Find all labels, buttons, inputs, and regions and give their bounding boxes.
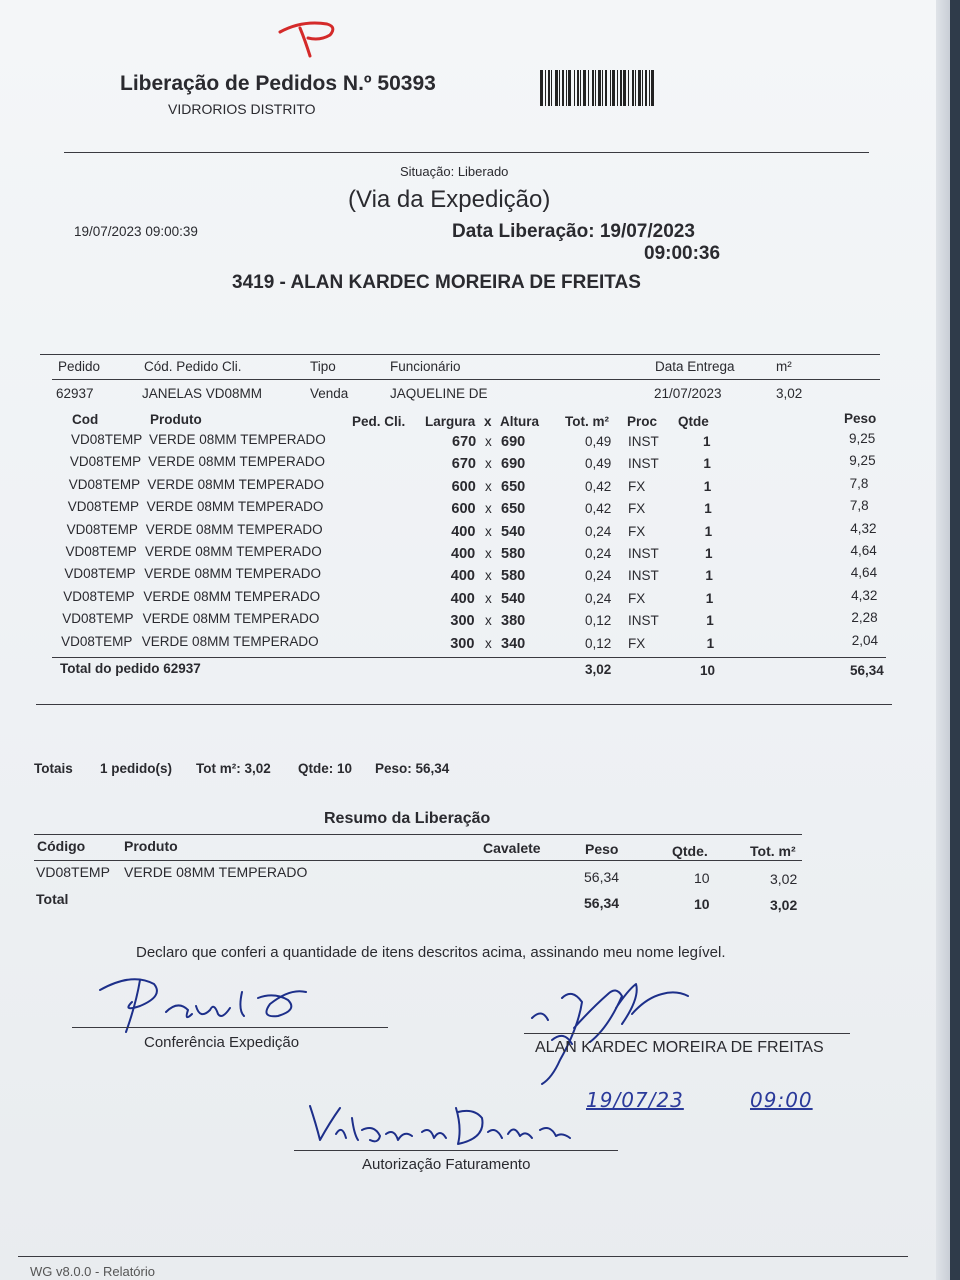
item-peso: 9,25	[849, 431, 876, 446]
order-total-peso: 56,34	[850, 663, 884, 678]
item-largura: 400	[450, 590, 475, 607]
label-cod-pedido-cli: Cód. Pedido Cli.	[144, 359, 242, 374]
col-cod: Cod	[72, 412, 99, 427]
document-title: Liberação de Pedidos N.º 50393	[120, 72, 436, 95]
item-x: x	[485, 590, 492, 606]
resumo-row-qtde: 10	[694, 870, 710, 886]
resumo-col-qtde: Qtde.	[672, 843, 708, 859]
item-peso: 4,32	[851, 587, 878, 603]
totais-peso: Peso: 56,34	[375, 761, 450, 776]
item-tot-m2: 0,24	[585, 523, 612, 539]
item-x: x	[485, 501, 492, 517]
label-tipo: Tipo	[310, 359, 336, 374]
barcode-icon	[540, 70, 682, 106]
item-cod: VD08TEMP	[63, 588, 135, 604]
print-datetime: 19/07/2023 09:00:39	[74, 224, 198, 239]
item-x: x	[485, 613, 492, 629]
resumo-row-codigo: VD08TEMP	[36, 864, 110, 880]
item-qtde: 1	[703, 456, 711, 472]
items-bottom-line	[52, 657, 886, 658]
client-name: 3419 - ALAN KARDEC MOREIRA DE FREITAS	[232, 272, 641, 293]
resumo-col-peso: Peso	[585, 841, 619, 857]
item-cod: VD08TEMP	[61, 633, 133, 649]
liberacao-date: Data Liberação: 19/07/2023	[452, 221, 695, 242]
resumo-row-tot: 3,02	[770, 871, 798, 887]
col-produto: Produto	[150, 412, 202, 427]
item-largura: 670	[452, 434, 477, 450]
handwritten-time: 09:00	[750, 1088, 813, 1112]
item-tot-m2: 0,49	[585, 456, 612, 472]
item-peso: 7,8	[849, 475, 869, 491]
item-tot-m2: 0,42	[585, 501, 612, 517]
item-peso: 9,25	[849, 453, 876, 469]
item-largura: 300	[450, 613, 475, 630]
item-largura: 300	[450, 635, 475, 652]
totais-pedidos: 1 pedido(s)	[100, 761, 173, 776]
item-qtde: 1	[703, 434, 711, 449]
value-pedido: 62937	[56, 386, 94, 401]
col-ped-cli: Ped. Cli.	[352, 414, 406, 429]
item-proc: FX	[628, 635, 646, 651]
item-cod: VD08TEMP	[67, 499, 139, 515]
item-produto: VERDE 08MM TEMPERADO	[146, 499, 324, 515]
item-cod: VD08TEMP	[71, 432, 143, 447]
declaration-text: Declaro que conferi a quantidade de itens descritos acima, assinando meu nome legível.	[136, 944, 726, 961]
item-produto: VERDE 08MM TEMPERADO	[142, 611, 320, 627]
autorizacao-line	[294, 1150, 618, 1151]
item-peso: 2,28	[851, 610, 878, 626]
item-qtde: 1	[706, 613, 714, 629]
resumo-col-produto: Produto	[124, 838, 178, 854]
item-tot-m2: 0,24	[585, 590, 612, 606]
item-qtde: 1	[705, 590, 714, 606]
resumo-col-tot: Tot. m²	[750, 843, 796, 859]
item-x: x	[485, 478, 492, 494]
item-produto: VERDE 08MM TEMPERADO	[148, 454, 325, 470]
item-proc: FX	[628, 590, 646, 606]
col-peso: Peso	[844, 411, 877, 426]
item-proc: FX	[628, 523, 646, 539]
order-total-label: Total do pedido 62937	[60, 661, 201, 676]
label-data-entrega: Data Entrega	[655, 359, 735, 374]
col-qtde: Qtde	[678, 414, 709, 429]
item-proc: INST	[628, 613, 659, 629]
label-m2: m²	[776, 359, 792, 374]
item-x: x	[485, 523, 492, 539]
red-p-mark-icon	[272, 10, 342, 60]
item-x: x	[485, 568, 492, 584]
item-cod: VD08TEMP	[62, 611, 134, 627]
order-top-line	[40, 354, 880, 355]
item-largura: 600	[451, 478, 476, 495]
item-x: x	[485, 456, 492, 472]
footer-line	[18, 1256, 908, 1257]
col-proc: Proc	[627, 414, 658, 429]
value-funcionario: JAQUELINE DE	[390, 386, 488, 401]
item-tot-m2: 0,12	[585, 613, 612, 629]
item-proc: INST	[628, 456, 659, 472]
liberacao-time: 09:00:36	[644, 243, 721, 264]
col-altura: Altura	[500, 414, 540, 429]
item-altura: 650	[501, 478, 526, 495]
item-produto: VERDE 08MM TEMPERADO	[145, 544, 322, 559]
company-name: VIDRORIOS DISTRITO	[168, 101, 316, 117]
header-divider	[64, 152, 869, 153]
item-proc: INST	[628, 434, 659, 449]
item-qtde: 1	[706, 635, 715, 651]
totais-label: Totais	[34, 761, 73, 776]
order-mid-line	[52, 379, 880, 380]
resumo-title: Resumo da Liberação	[324, 810, 491, 827]
totais-tot-m2: Tot m²: 3,02	[196, 761, 271, 776]
order-total-m2: 3,02	[585, 662, 612, 677]
item-altura: 580	[501, 546, 526, 562]
resumo-total-peso: 56,34	[584, 895, 620, 911]
handwritten-date: 19/07/23	[586, 1088, 684, 1112]
item-proc: FX	[628, 501, 646, 517]
item-produto: VERDE 08MM TEMPERADO	[141, 633, 319, 649]
col-largura: Largura	[425, 414, 476, 429]
item-peso: 4,32	[850, 520, 877, 536]
item-largura: 400	[451, 523, 476, 540]
item-produto: VERDE 08MM TEMPERADO	[144, 566, 321, 582]
item-produto: VERDE 08MM TEMPERADO	[149, 432, 326, 447]
paper-edge	[936, 0, 950, 1280]
resumo-col-codigo: Código	[37, 838, 86, 854]
conferencia-signature-icon	[92, 962, 332, 1042]
col-x: x	[484, 414, 492, 429]
item-tot-m2: 0,12	[585, 635, 612, 651]
item-produto: VERDE 08MM TEMPERADO	[145, 521, 323, 537]
item-altura: 540	[501, 523, 526, 540]
conferencia-line	[72, 1027, 388, 1028]
item-altura: 380	[501, 613, 526, 630]
item-tot-m2: 0,42	[585, 478, 612, 494]
item-tot-m2: 0,49	[585, 434, 612, 449]
autorizacao-signature-icon	[290, 1094, 590, 1158]
item-peso: 4,64	[850, 565, 878, 581]
item-qtde: 1	[704, 523, 713, 539]
item-largura: 400	[450, 568, 475, 585]
item-proc: FX	[628, 478, 646, 494]
item-altura: 690	[501, 434, 526, 450]
item-qtde: 1	[704, 501, 712, 517]
item-tot-m2: 0,24	[585, 568, 612, 584]
item-x: x	[485, 434, 492, 449]
item-proc: INST	[628, 568, 659, 584]
item-peso: 7,8	[849, 498, 869, 514]
totais-qtde: Qtde: 10	[298, 761, 353, 776]
resumo-top-line	[34, 834, 802, 835]
item-largura: 600	[451, 501, 476, 518]
resumo-total-label: Total	[36, 891, 69, 907]
item-tot-m2: 0,24	[585, 546, 612, 561]
item-peso: 4,64	[850, 543, 877, 558]
value-cod-pedido-cli: JANELAS VD08MM	[142, 386, 263, 401]
item-altura: 650	[501, 501, 526, 518]
value-data-entrega: 21/07/2023	[654, 386, 722, 401]
resumo-total-tot: 3,02	[770, 897, 798, 913]
item-qtde: 1	[703, 478, 712, 494]
item-cod: VD08TEMP	[69, 454, 142, 470]
client-signature-name: ALAN KARDEC MOREIRA DE FREITAS	[535, 1039, 824, 1056]
item-cod: VD08TEMP	[64, 566, 136, 582]
item-altura: 540	[501, 590, 526, 607]
item-altura: 340	[501, 635, 526, 652]
item-qtde: 1	[705, 546, 713, 561]
item-produto: VERDE 08MM TEMPERADO	[147, 476, 325, 492]
value-tipo: Venda	[310, 386, 349, 401]
item-cod: VD08TEMP	[68, 476, 141, 492]
item-altura: 580	[501, 568, 526, 585]
resumo-col-cavalete: Cavalete	[483, 840, 541, 856]
item-largura: 400	[451, 546, 476, 562]
item-x: x	[485, 546, 492, 561]
item-proc: INST	[628, 546, 659, 561]
item-peso: 2,04	[851, 632, 878, 648]
col-tot-m2: Tot. m²	[565, 414, 609, 429]
section-divider	[36, 704, 892, 705]
resumo-total-qtde: 10	[694, 896, 710, 912]
via-label: (Via da Expedição)	[348, 186, 551, 213]
label-pedido: Pedido	[58, 359, 101, 374]
item-produto: VERDE 08MM TEMPERADO	[143, 588, 321, 604]
client-line	[524, 1033, 850, 1034]
item-altura: 690	[501, 456, 526, 473]
label-funcionario: Funcionário	[390, 359, 461, 374]
item-cod: VD08TEMP	[66, 521, 138, 537]
item-qtde: 1	[705, 568, 713, 584]
item-cod: VD08TEMP	[65, 544, 137, 559]
conferencia-label: Conferência Expedição	[144, 1034, 300, 1051]
item-largura: 670	[451, 456, 476, 473]
order-total-qtde: 10	[700, 663, 716, 678]
item-x: x	[485, 635, 492, 651]
footer-text: WG v8.0.0 - Relatório	[30, 1264, 155, 1279]
resumo-row-peso: 56,34	[584, 869, 620, 885]
situacao-status: Situação: Liberado	[400, 164, 509, 179]
resumo-mid-line	[34, 860, 802, 861]
resumo-row-produto: VERDE 08MM TEMPERADO	[124, 864, 308, 880]
autorizacao-label: Autorização Faturamento	[362, 1156, 531, 1173]
value-m2: 3,02	[776, 386, 803, 401]
